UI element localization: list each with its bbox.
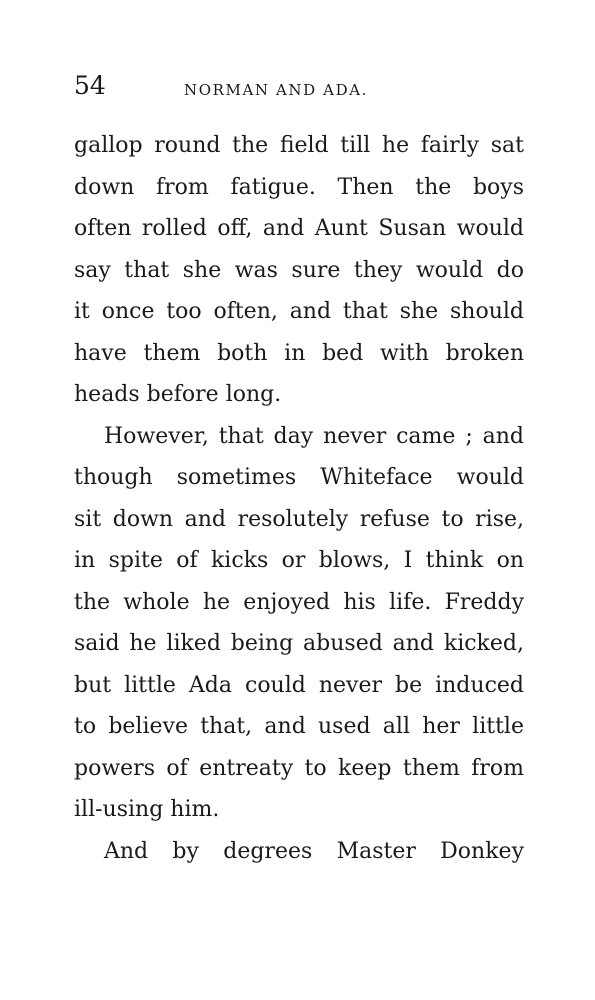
text-line: ill-using him. — [74, 797, 220, 822]
text-line: gallop round the field till he fairly sat — [74, 133, 524, 158]
body-text — [74, 125, 524, 872]
text-line: say that she was sure they would do — [74, 257, 524, 283]
text-line: have them both in bed with broken — [74, 340, 524, 366]
text-line: the whole he enjoyed his life. Freddy — [74, 589, 524, 615]
text-line: And by degrees Master Donkey — [104, 838, 524, 864]
text-line: to believe that, and used all her little — [74, 714, 524, 739]
paragraph — [74, 125, 524, 416]
running-title: NORMAN AND ADA. — [184, 81, 369, 99]
text-line: in spite of kicks or blows, I think on — [74, 548, 524, 573]
text-line: down from fatigue. Then the boys — [74, 174, 524, 200]
paragraph — [74, 416, 524, 831]
text-line: often rolled off, and Aunt Susan would — [74, 216, 524, 241]
text-line: it once too often, and that she should — [74, 299, 524, 324]
text-line: powers of entreaty to keep them from — [74, 755, 524, 781]
text-line: heads before long. — [74, 382, 282, 407]
page-header — [74, 68, 524, 104]
text-line: However, that day never came ; and — [104, 423, 524, 449]
paragraph — [74, 831, 524, 873]
page-number: 54 — [74, 71, 106, 100]
text-line: though sometimes Whiteface would — [74, 465, 524, 490]
text-line: sit down and resolutely refuse to rise, — [74, 506, 524, 532]
text-line: said he liked being abused and kicked, — [74, 631, 524, 656]
text-line: but little Ada could never be induced — [74, 672, 524, 698]
